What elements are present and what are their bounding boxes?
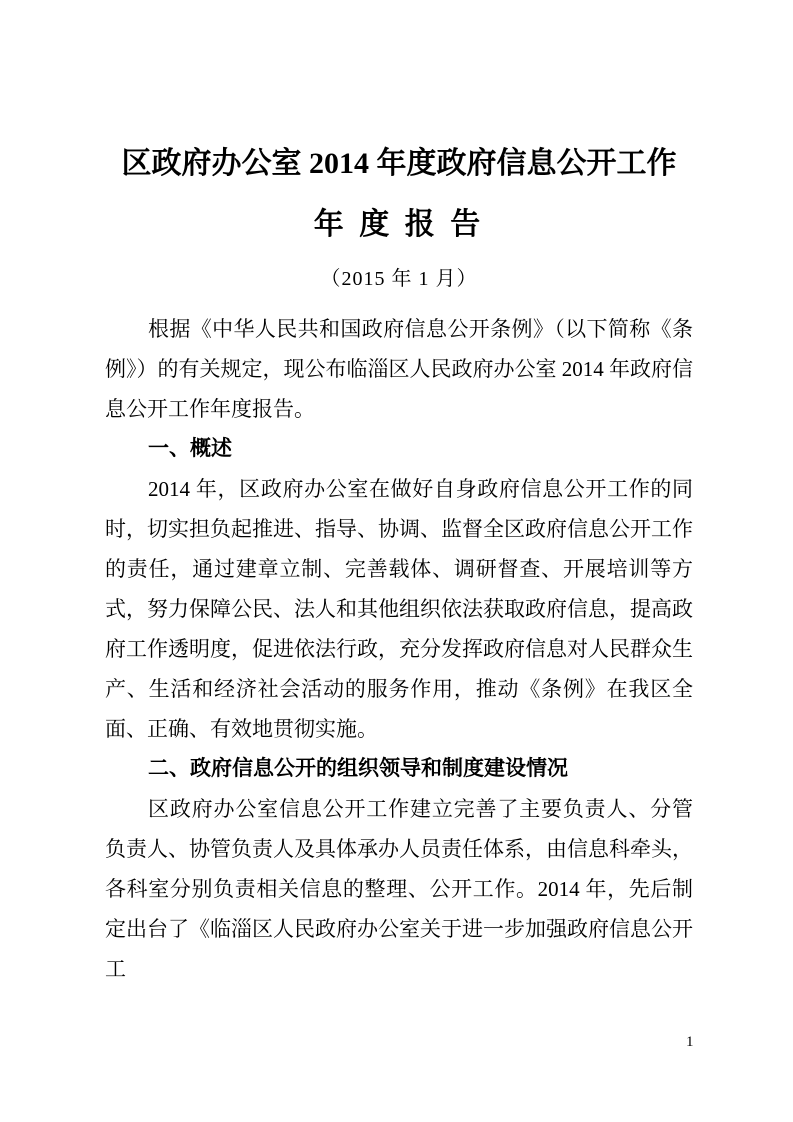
section-heading-overview: 一、概述 — [148, 437, 232, 460]
document-content — [105, 0, 693, 989]
paragraph-organization: 区政府办公室信息公开工作建立完善了主要负责人、分管负责人、协管负责人及具体承办人员责任体系，由信息科牵头，各科室分别负责相关信息的整理、公开工作。2014 年，先后制定出台了《临淄区人民政府办公室关于进一步加强政府信息公开工 — [105, 797, 693, 981]
section-heading-organization: 二、政府信息公开的组织领导和制度建设情况 — [148, 757, 568, 780]
paragraph-overview: 2014 年，区政府办公室在做好自身政府信息公开工作的同时，切实担负起推进、指导、协调、监督全区政府信息公开工作的责任，通过建章立制、完善载体、调研督查、开展培训等方式，努力保障公民、法人和其他组织依法获取政府信息，提高政府工作透明度，促进依法行政，充分发挥政府信息对人民群众生产、生活和经济社会活动的服务作用，推动《条例》在我区全面、正确、有效地贯彻实施。 — [105, 477, 693, 741]
report-date-line: （2015 年 1 月） — [320, 268, 478, 290]
page-number: 1 — [686, 1034, 694, 1050]
report-title-line2: 年 度 报 告 — [313, 208, 485, 241]
report-body — [105, 309, 693, 989]
report-title-line1: 区政府办公室 2014 年度政府信息公开工作 — [121, 147, 677, 180]
paragraph-intro: 根据《中华人民共和国政府信息公开条例》（以下简称《条例》）的有关规定，现公布临淄区人民政府办公室 2014 年政府信息公开工作年度报告。 — [105, 317, 693, 421]
